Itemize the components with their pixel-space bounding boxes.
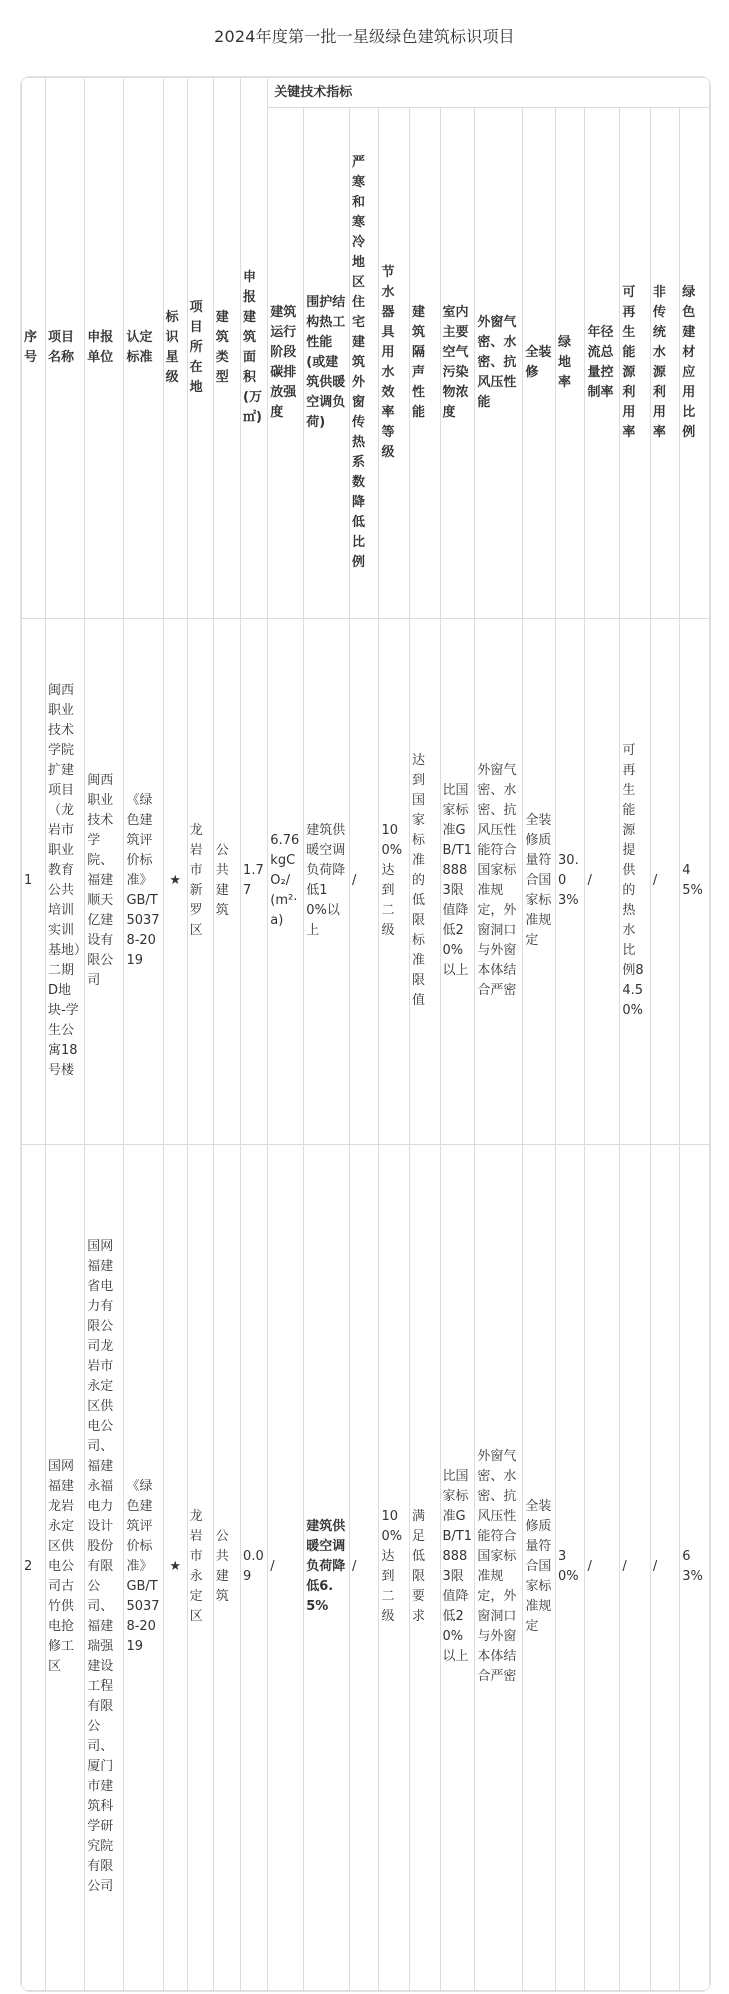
header-renewable-energy: 可再生能源利用率	[620, 108, 651, 619]
header-area: 申报建筑面积(万㎡)	[241, 78, 268, 619]
cell-water-efficiency: 100%达到二级	[379, 619, 410, 1144]
cell-standard: 《绿色建筑评价标准》GB/T50378-2019	[124, 1144, 163, 1990]
header-carbon-intensity: 建筑运行阶段碳排放强度	[268, 108, 304, 619]
header-location: 项目所在地	[187, 78, 213, 619]
cell-area: 0.09	[241, 1144, 268, 1990]
cell-area: 1.77	[241, 619, 268, 1144]
page-title: 2024年度第一批一星级绿色建筑标识项目	[214, 27, 515, 46]
cell-renewable-energy: 可再生能源提供的热水比例84.50%	[620, 619, 651, 1144]
cell-window-tightness: 外窗气密、水密、抗风压性能符合国家标准规定，外窗洞口与外窗本体结合严密	[475, 619, 523, 1144]
cell-seq: 2	[22, 1144, 46, 1990]
projects-table	[21, 77, 710, 1991]
cell-water-efficiency: 100%达到二级	[379, 1144, 410, 1990]
cell-sound-insulation: 满足低限要求	[409, 1144, 440, 1990]
header-indoor-air: 室内主要空气污染物浓度	[440, 108, 475, 619]
cell-runoff-control: /	[585, 1144, 620, 1990]
cell-runoff-control: /	[585, 619, 620, 1144]
table-row	[22, 1144, 710, 1990]
cell-building-type: 公共建筑	[213, 1144, 240, 1990]
header-green-ratio: 绿地率	[556, 108, 585, 619]
cell-envelope-performance: 建筑供暖空调负荷降低10%以上	[304, 619, 350, 1144]
projects-table-container	[20, 76, 711, 1992]
header-water-efficiency: 节水器具用水效率等级	[379, 108, 410, 619]
cell-green-materials: 45%	[680, 619, 710, 1144]
cell-carbon-intensity: /	[268, 1144, 304, 1990]
cell-window-u-reduction: /	[350, 1144, 379, 1990]
header-window-tightness: 外窗气密、水密、抗风压性能	[475, 108, 523, 619]
cell-full-decoration: 全装修质量符合国家标准规定	[523, 1144, 556, 1990]
cell-building-type: 公共建筑	[213, 619, 240, 1144]
cell-envelope-performance: 建筑供暖空调负荷降低6.5%	[304, 1144, 350, 1990]
cell-applicant: 国网福建省电力有限公司龙岩市永定区供电公司、福建永福电力设计股份有限公司、福建瑞强建设工程有限公司、厦门市建筑科学研究院有限公司	[85, 1144, 124, 1990]
cell-window-u-reduction: /	[350, 619, 379, 1144]
header-key-indicators: 关键技术指标	[268, 78, 710, 108]
cell-location: 龙岩市新罗区	[187, 619, 213, 1144]
cell-green-ratio: 30.03%	[556, 619, 585, 1144]
cell-sound-insulation: 达到国家标准的低限标准限值	[409, 619, 440, 1144]
cell-star-icon: ★	[163, 619, 187, 1144]
cell-nontraditional-water: /	[650, 619, 679, 1144]
header-seq: 序号	[22, 78, 46, 619]
header-window-u-reduction: 严寒和寒冷地区住宅建筑外窗传热系数降低比例	[350, 108, 379, 619]
header-standard: 认定标准	[124, 78, 163, 619]
cell-applicant: 闽西职业技术学院、福建顺天亿建设有限公司	[85, 619, 124, 1144]
cell-full-decoration: 全装修质量符合国家标准规定	[523, 619, 556, 1144]
cell-seq: 1	[22, 619, 46, 1144]
cell-green-materials: 63%	[680, 1144, 710, 1990]
cell-green-ratio: 30%	[556, 1144, 585, 1990]
cell-star-icon: ★	[163, 1144, 187, 1990]
cell-nontraditional-water: /	[650, 1144, 679, 1990]
table-row	[22, 619, 710, 1144]
header-star-level: 标识星级	[163, 78, 187, 619]
cell-renewable-energy: /	[620, 1144, 651, 1990]
header-project-name: 项目名称	[45, 78, 84, 619]
cell-window-tightness: 外窗气密、水密、抗风压性能符合国家标准规定，外窗洞口与外窗本体结合严密	[475, 1144, 523, 1990]
header-envelope-performance: 围护结构热工性能(或建筑供暖空调负荷)	[304, 108, 350, 619]
header-nontraditional-water: 非传统水源利用率	[650, 108, 679, 619]
cell-indoor-air: 比国家标准GB/T18883限值降低20%以上	[440, 619, 475, 1144]
cell-project-name: 闽西职业技术学院扩建项目（龙岩市职业教育公共培训实训基地）二期D地块-学生公寓18号楼	[45, 619, 84, 1144]
cell-location: 龙岩市永定区	[187, 1144, 213, 1990]
header-full-decoration: 全装修	[523, 108, 556, 619]
cell-standard: 《绿色建筑评价标准》GB/T50378-2019	[124, 619, 163, 1144]
header-applicant: 申报单位	[85, 78, 124, 619]
header-sound-insulation: 建筑隔声性能	[409, 108, 440, 619]
cell-indoor-air: 比国家标准GB/T18883限值降低20%以上	[440, 1144, 475, 1990]
header-green-materials: 绿色建材应用比例	[680, 108, 710, 619]
header-runoff-control: 年径流总量控制率	[585, 108, 620, 619]
cell-carbon-intensity: 6.76kgCO₂/(m²·a)	[268, 619, 304, 1144]
cell-project-name: 国网福建龙岩永定区供电公司古竹供电抢修工区	[45, 1144, 84, 1990]
header-building-type: 建筑类型	[213, 78, 240, 619]
group-header-row	[22, 78, 710, 108]
